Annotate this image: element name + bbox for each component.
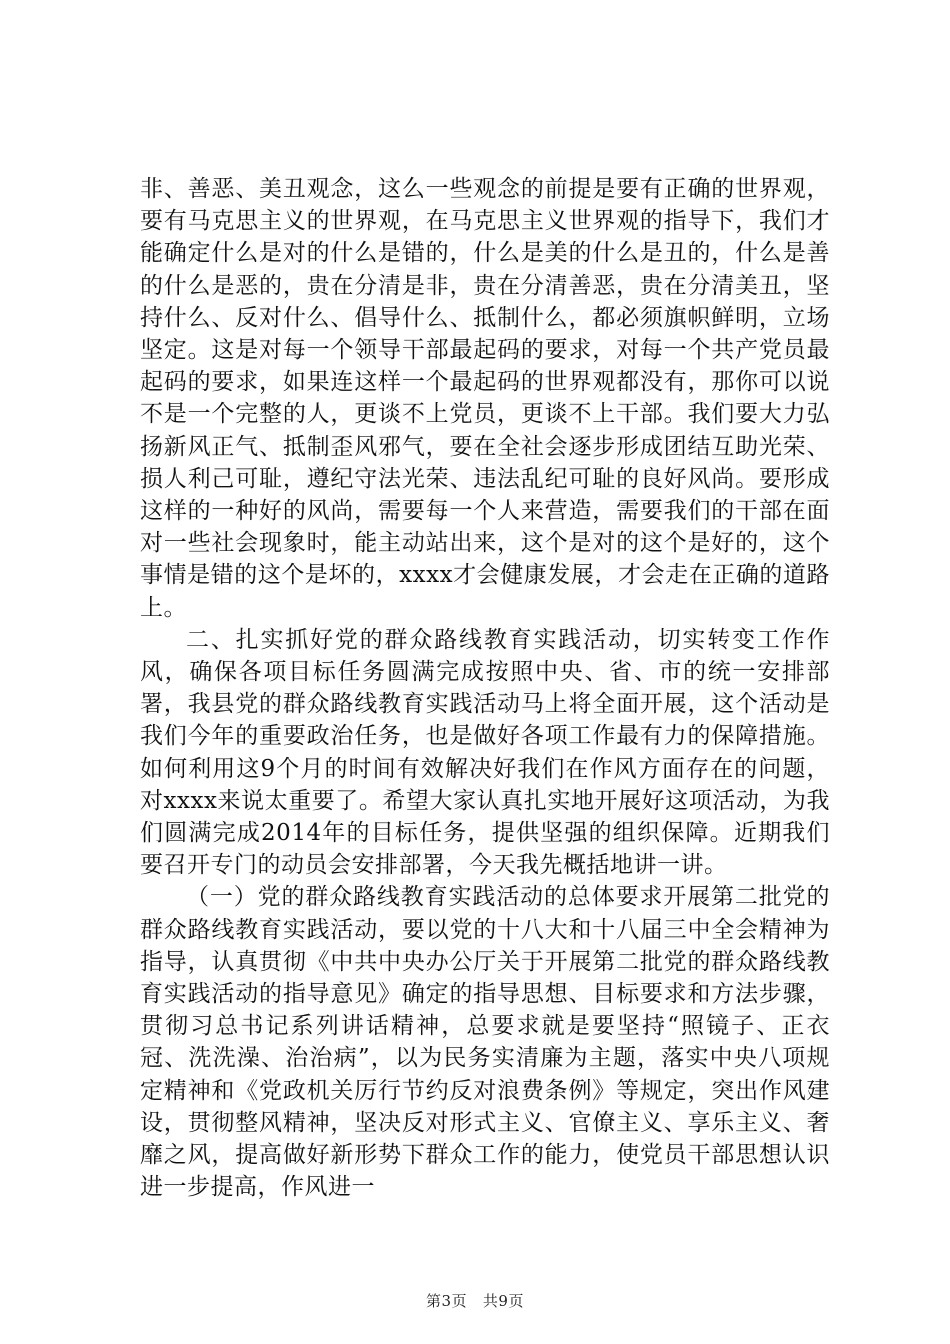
paragraph-subsection-one: （一）党的群众路线教育实践活动的总体要求开展第二批党的群众路线教育实践活动，要以党的十八大和十八届三中全会精神为指导，认真贯彻《中共中央办公厅关于开展第二批党的群众路线教育实践活动的指导意见》确定的指导思想、目标要求和方法步骤，贯彻习总书记系列讲话精神，总要求就是要坚持“照镜子、正衣冠、洗洗澡、治治病”，以为民务实清廉为主题，落实中央八项规定精神和《党政机关厉行节约反对浪费条例》等规定，突出作风建设，贯彻整风精神，坚决反对形式主义、官僚主义、享乐主义、奢靡之风，提高做好新形势下群众工作的能力，使党员干部思想认识进一步提高，作风进一 [140, 884, 830, 1201]
paragraph-section-two: 二、扎实抓好党的群众路线教育实践活动，切实转变工作作风，确保各项目标任务圆满完成按照中央、省、市的统一安排部署，我县党的群众路线教育实践活动马上将全面开展，这个活动是我们今年的重要政治任务，也是做好各项工作最有力的保障措施。如何利用这9个月的时间有效解决好我们在作风方面存在的问题，对xxxx来说太重要了。希望大家认真扎实地开展好这项活动，为我们圆满完成2014年的目标任务，提供坚强的组织保障。近期我们要召开专门的动员会安排部署，今天我先概括地讲一讲。 [140, 626, 830, 879]
footer-spacer [472, 1291, 477, 1311]
body-text [140, 173, 830, 1204]
page-total: 共9页 [482, 1292, 524, 1310]
page-number: 第3页 [426, 1292, 468, 1310]
page-footer [0, 1291, 950, 1311]
paragraph-continuation: 非、善恶、美丑观念，这么一些观念的前提是要有正确的世界观，要有马克思主义的世界观，在马克思主义世界观的指导下，我们才能确定什么是对的什么是错的，什么是美的什么是丑的，什么是善的什么是恶的，贵在分清是非，贵在分清善恶，贵在分清美丑，坚持什么、反对什么、倡导什么、抵制什么，都必须旗帜鲜明，立场坚定。这是对每一个领导干部最起码的要求，对每一个共产党员最起码的要求，如果连这样一个最起码的世界观都没有，那你可以说不是一个完整的人，更谈不上党员，更谈不上干部。我们要大力弘扬新风正气、抵制歪风邪气，要在全社会逐步形成团结互助光荣、损人利己可耻，遵纪守法光荣、违法乱纪可耻的良好风尚。要形成这样的一种好的风尚，需要每一个人来营造，需要我们的干部在面对一些社会现象时，能主动站出来，这个是对的这个是好的，这个事情是错的这个是坏的，xxxx才会健康发展，才会走在正确的道路上。 [140, 176, 830, 621]
